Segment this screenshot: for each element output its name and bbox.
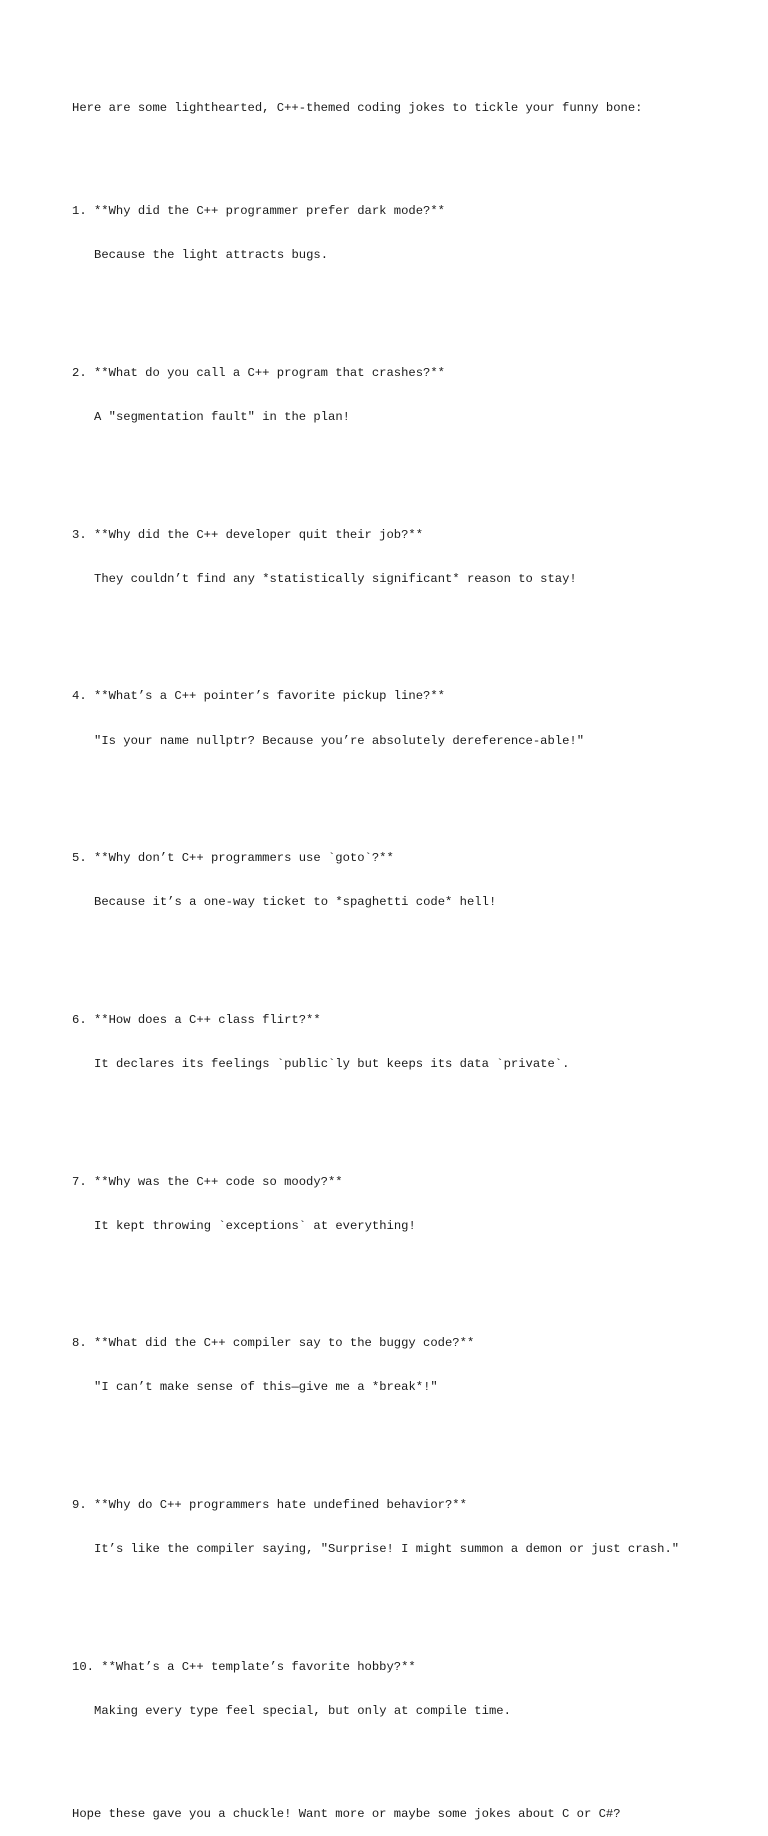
joke-question: 5. **Why don’t C++ programmers use `goto`?** [72,851,394,866]
joke-question: 10. **What’s a C++ template’s favorite hobby?** [72,1659,416,1674]
joke-answer: Because the light attracts bugs. [94,248,329,263]
joke-item [72,984,732,1102]
intro-paragraph: Here are some lighthearted, C++-themed coding jokes to tickle your funny bone: [72,101,643,116]
joke-item [72,1145,732,1263]
joke-question: 8. **What did the C++ compiler say to the buggy code?** [72,1336,475,1351]
joke-question: 4. **What’s a C++ pointer’s favorite pickup line?** [72,689,445,704]
joke-answer: "I can’t make sense of this—give me a *break*!" [94,1380,438,1395]
joke-item [72,1630,732,1748]
joke-answer: Because it’s a one-way ticket to *spaghetti code* hell! [94,895,497,910]
joke-answer: It kept throwing `exceptions` at everything! [94,1218,416,1233]
joke-question: 9. **Why do C++ programmers hate undefined behavior?** [72,1498,467,1513]
joke-item [72,660,732,778]
joke-answer: A "segmentation fault" in the plan! [94,410,350,425]
joke-question: 1. **Why did the C++ programmer prefer dark mode?** [72,204,445,219]
joke-item [72,337,732,455]
outro-paragraph: Hope these gave you a chuckle! Want more or maybe some jokes about C or C#? [72,1806,621,1821]
joke-item [72,822,732,940]
joke-item [72,1469,732,1587]
joke-answer: It’s like the compiler saying, "Surprise! I might summon a demon or just crash." [94,1542,680,1557]
joke-question: 3. **Why did the C++ developer quit their job?** [72,527,424,542]
joke-question: 7. **Why was the C++ code so moody?** [72,1174,343,1189]
joke-question: 6. **How does a C++ class flirt?** [72,1012,321,1027]
joke-item [72,1307,732,1425]
joke-answer: It declares its feelings `public`ly but keeps its data `private`. [94,1057,570,1072]
joke-item [72,498,732,616]
joke-item [72,175,732,293]
joke-answer: "Is your name nullptr? Because you’re absolutely dereference-able!" [94,733,585,748]
joke-answer: They couldn’t find any *statistically significant* reason to stay! [94,571,577,586]
joke-question: 2. **What do you call a C++ program that crashes?** [72,366,445,381]
document-body [72,72,732,1836]
joke-answer: Making every type feel special, but only at compile time. [94,1703,511,1718]
